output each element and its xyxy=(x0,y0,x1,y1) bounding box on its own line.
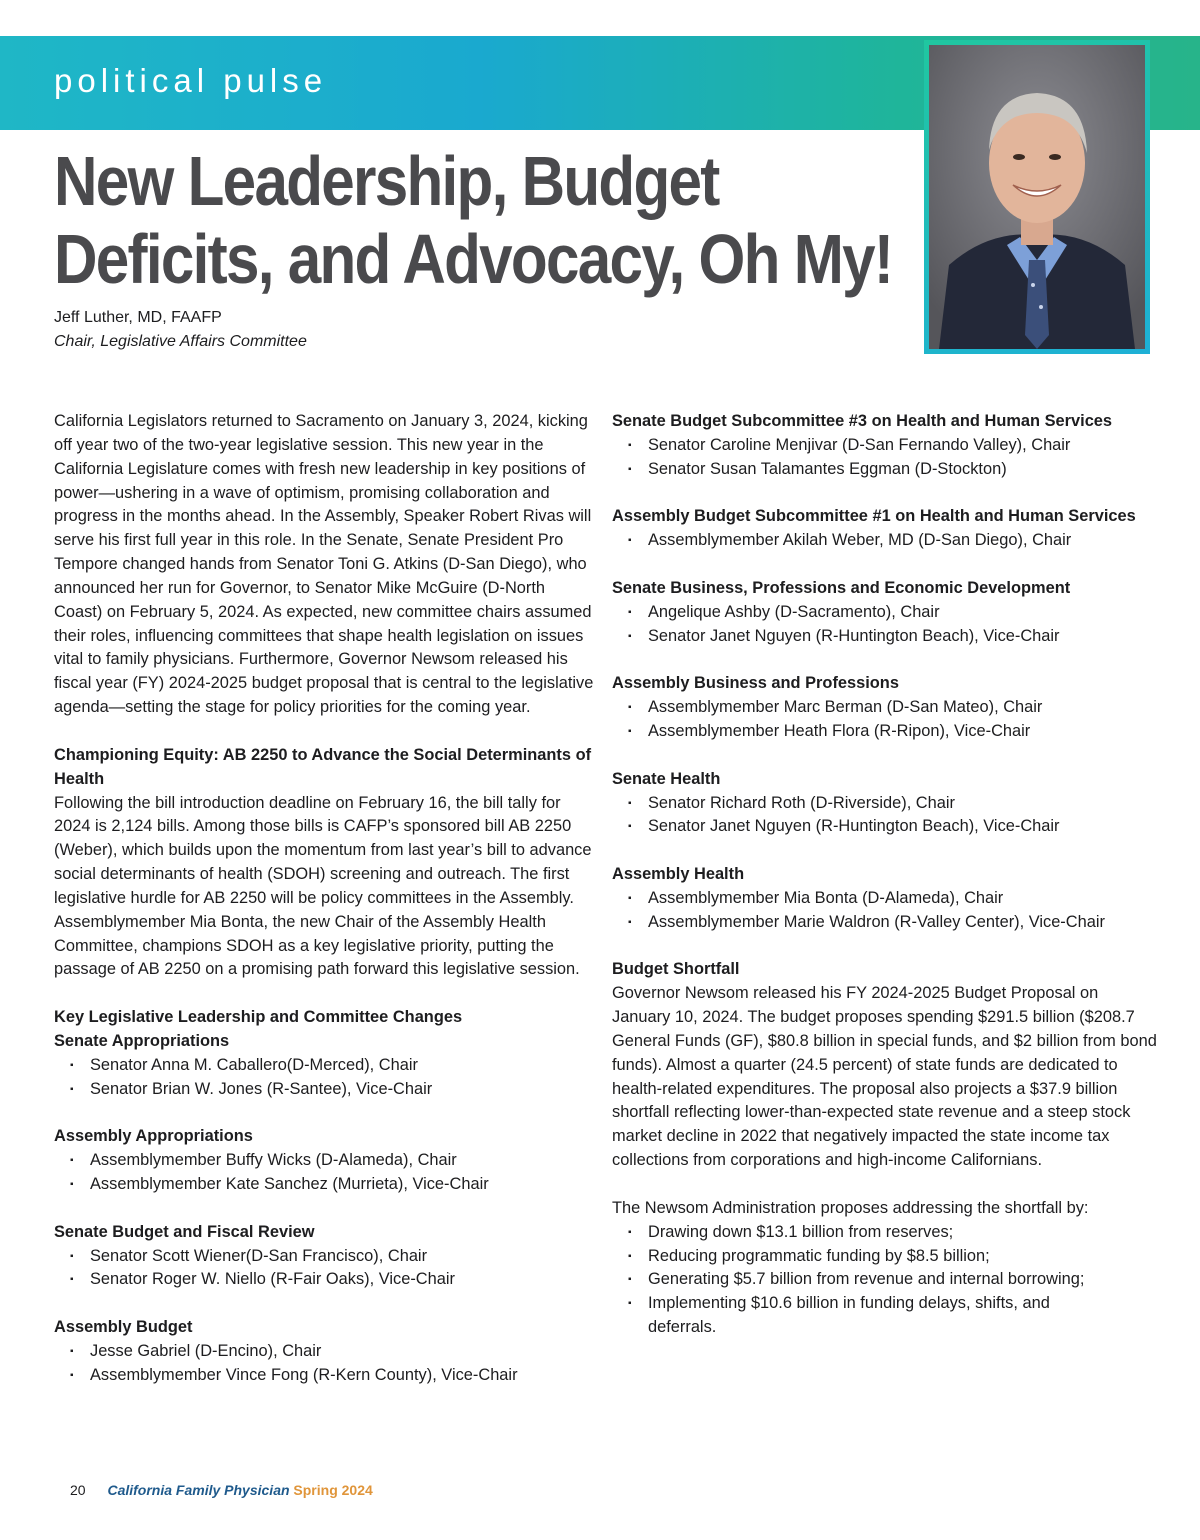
list-item: ▪ Assemblymember Buffy Wicks (D-Alameda), Chair xyxy=(54,1149,594,1173)
magazine-title: California Family Physician xyxy=(107,1482,290,1498)
left-column xyxy=(54,410,594,1388)
committee-heading: Assembly Appropriations xyxy=(54,1127,253,1146)
list-item: ▪ Assemblymember Mia Bonta (D-Alameda), Chair xyxy=(612,887,1157,911)
changes-heading: Key Legislative Leadership and Committee Changes xyxy=(54,1008,463,1027)
equity-paragraph: Following the bill introduction deadline on February 16, the bill tally for 2024 is 2,124 bills. Among those bills is CAFP’s sponsored bill AB 2250 (Weber), which builds upon the momentum from last year’s bill to advance social determinants of health (SDOH) screening and outreach. The first legislative hurdle for AB 2250 will be policy committees in the Assembly. Assemblymember Mia Bonta, the new Chair of the Assembly Health Committee, champions SDOH as a key legislative priority, putting the passage of AB 2250 on a promising path forward this legislative session. xyxy=(54,793,592,979)
committee-heading: Assembly Business and Professions xyxy=(612,674,899,693)
headline xyxy=(54,142,893,298)
list-item: ▪ Senator Brian W. Jones (R-Santee), Vice-Chair xyxy=(54,1078,594,1102)
committee-heading: Senate Budget Subcommittee #3 on Health and Human Services xyxy=(612,412,1113,430)
committee-heading: Assembly Budget Subcommittee #1 on Health and Human Services xyxy=(612,507,1136,526)
list-item: ▪ Generating $5.7 billion from revenue and internal borrowing; xyxy=(612,1268,1157,1292)
list-item: ▪ Senator Richard Roth (D-Riverside), Chair xyxy=(612,792,1157,816)
committee-member-list xyxy=(612,434,1157,482)
intro-paragraph: California Legislators returned to Sacramento on January 3, 2024, kicking off year two of the two-year legislative session. This new year in the California Legislature comes with fresh new leadership in key positions of power—ushering in a wave of optimism, promising collaboration and progress in the months ahead. In the Assembly, Speaker Robert Rivas will serve his first full year in this role. In the Senate, Senate President Pro Tempore changed hands from Senator Toni G. Atkins (D-San Diego), who announced her run for Governor, to Senator Mike McGuire (D-North Coast) on February 5, 2024. As expected, new committee chairs assumed their roles, influencing committees that shape health legislation on issues vital to family physicians. Furthermore, Governor Newsom released his fiscal year (FY) 2024-2025 budget proposal that is central to the legislative agenda—setting the stage for policy priorities for the coming year. xyxy=(54,412,594,717)
right-column xyxy=(612,410,1157,1340)
committee-member-list xyxy=(612,792,1157,840)
committee-member-list xyxy=(54,1340,594,1388)
page-footer xyxy=(70,1482,373,1498)
headline-line-1: New Leadership, Budget xyxy=(54,142,719,220)
list-item: ▪ Assemblymember Heath Flora (R-Ripon), Vice-Chair xyxy=(612,720,1157,744)
list-item: ▪ Senator Scott Wiener(D-San Francisco), Chair xyxy=(54,1245,594,1269)
list-item: ▪ Assemblymember Marie Waldron (R-Valley Center), Vice-Chair xyxy=(612,911,1157,935)
committee-member-list xyxy=(612,529,1157,553)
list-item: ▪ Senator Susan Talamantes Eggman (D-Stockton) xyxy=(612,458,1157,482)
list-item: ▪ Drawing down $13.1 billion from reserves; xyxy=(612,1221,1157,1245)
list-item: ▪ Senator Caroline Menjivar (D-San Fernando Valley), Chair xyxy=(612,434,1157,458)
committee-member-list xyxy=(612,696,1157,744)
author-photo xyxy=(929,45,1145,349)
list-item: ▪ Assemblymember Marc Berman (D-San Mateo), Chair xyxy=(612,696,1157,720)
author-role: Chair, Legislative Affairs Committee xyxy=(54,333,307,350)
committee-heading: Assembly Budget xyxy=(54,1318,193,1337)
list-item: ▪ Senator Janet Nguyen (R-Huntington Beach), Vice-Chair xyxy=(612,625,1157,649)
proposal-list xyxy=(612,1221,1157,1340)
headline-line-2: Deficits, and Advocacy, Oh My! xyxy=(54,220,893,298)
committee-member-list xyxy=(612,887,1157,935)
list-item: ▪ Senator Anna M. Caballero(D-Merced), Chair xyxy=(54,1054,594,1078)
list-item: ▪ Implementing $10.6 billion in funding delays, shifts, and deferrals. xyxy=(612,1292,1157,1340)
equity-heading: Championing Equity: AB 2250 to Advance the Social Determinants of Health xyxy=(54,745,592,788)
author-photo-frame xyxy=(924,40,1150,354)
proposal-intro: The Newsom Administration proposes addressing the shortfall by: xyxy=(612,1198,1089,1217)
committee-member-list xyxy=(54,1054,594,1102)
list-item: ▪ Assemblymember Akilah Weber, MD (D-San Diego), Chair xyxy=(612,529,1157,553)
committee-heading: Senate Business, Professions and Economic Development xyxy=(612,578,1071,597)
committee-heading: Senate Appropriations xyxy=(54,1031,230,1050)
committee-heading: Senate Budget and Fiscal Review xyxy=(54,1222,315,1241)
budget-heading: Budget Shortfall xyxy=(612,960,740,979)
committee-heading: Assembly Health xyxy=(612,865,745,884)
list-item: ▪ Jesse Gabriel (D-Encino), Chair xyxy=(54,1340,594,1364)
committee-heading: Senate Health xyxy=(612,769,721,788)
issue-label: Spring 2024 xyxy=(293,1482,373,1498)
committee-member-list xyxy=(612,601,1157,649)
page-number: 20 xyxy=(70,1482,86,1498)
list-item: ▪ Reducing programmatic funding by $8.5 billion; xyxy=(612,1245,1157,1269)
committee-member-list xyxy=(54,1245,594,1293)
budget-paragraph: Governor Newsom released his FY 2024-2025 Budget Proposal on January 10, 2024. The budget proposes spending $291.5 billion ($208.7 General Funds (GF), $80.8 billion in special funds, and $2 billion from bond funds). Almost a quarter (24.5 percent) of state funds are dedicated to health-related expenditures. The proposal also projects a $37.9 billion shortfall reflecting lower-than-expected state revenue and a steep stock market decline in 2022 that negatively impacted the state income tax collections from corporations and high-income Californians. xyxy=(612,984,1157,1170)
list-item: ▪ Senator Janet Nguyen (R-Huntington Beach), Vice-Chair xyxy=(612,815,1157,839)
section-label: political pulse xyxy=(54,62,328,99)
list-item: ▪ Senator Roger W. Niello (R-Fair Oaks), Vice-Chair xyxy=(54,1268,594,1292)
byline xyxy=(54,306,307,354)
list-item: ▪ Assemblymember Kate Sanchez (Murrieta), Vice-Chair xyxy=(54,1173,594,1197)
list-item: ▪ Assemblymember Vince Fong (R-Kern County), Vice-Chair xyxy=(54,1364,594,1388)
author-name: Jeff Luther, MD, FAAFP xyxy=(54,309,222,326)
list-item: ▪ Angelique Ashby (D-Sacramento), Chair xyxy=(612,601,1157,625)
committee-member-list xyxy=(54,1149,594,1197)
